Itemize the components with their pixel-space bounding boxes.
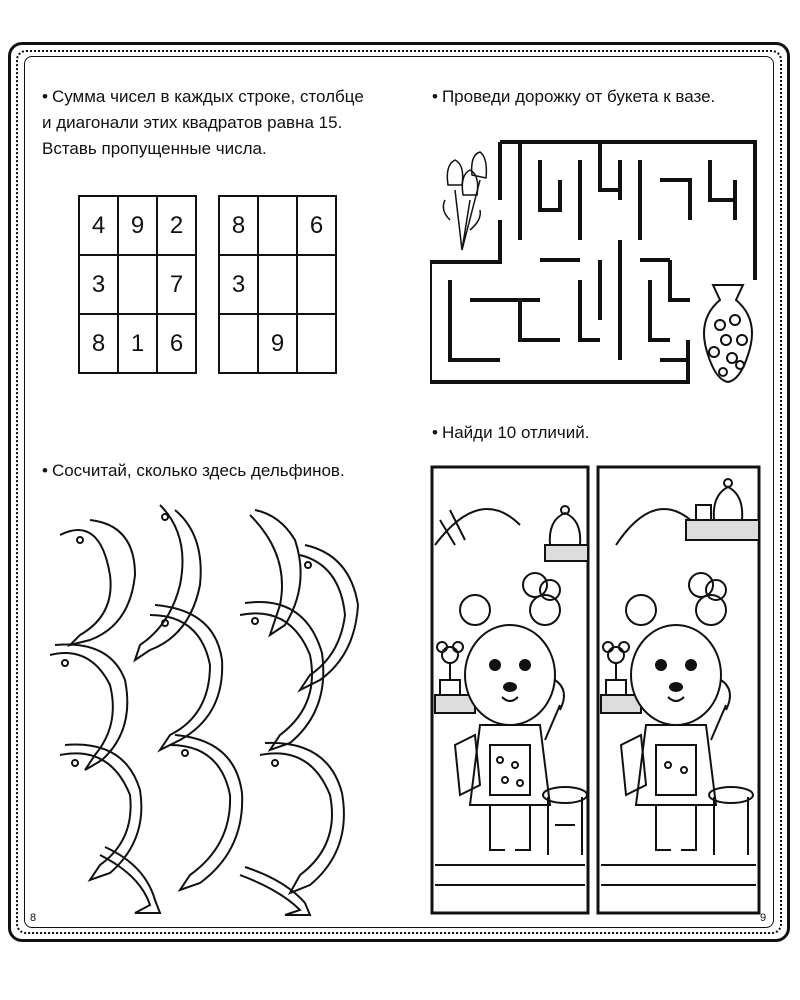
instruction-line-3: Вставь пропущенные числа. xyxy=(42,139,267,158)
cell[interactable]: 6 xyxy=(157,314,196,373)
cell[interactable] xyxy=(118,255,157,314)
magic-square-1 xyxy=(78,195,197,374)
cell[interactable] xyxy=(258,196,297,255)
differences-instructions xyxy=(432,420,762,446)
cell[interactable]: 3 xyxy=(79,255,118,314)
cell[interactable]: 9 xyxy=(258,314,297,373)
cell[interactable]: 8 xyxy=(79,314,118,373)
cell[interactable] xyxy=(219,314,258,373)
bullet: • xyxy=(42,87,48,106)
instruction-line-2: и диагонали этих квадратов равна 15. xyxy=(42,113,343,132)
dolphins-illustration[interactable] xyxy=(40,495,365,920)
page-number-left: 8 xyxy=(30,912,37,924)
maze-illustration[interactable] xyxy=(430,140,770,388)
dolphins-text: Сосчитай, сколько здесь дельфинов. xyxy=(51,461,345,480)
maze-instructions xyxy=(432,84,762,110)
differences-picture-left[interactable] xyxy=(430,465,590,915)
cell[interactable] xyxy=(297,314,336,373)
bullet: • xyxy=(432,87,438,106)
cell[interactable]: 8 xyxy=(219,196,258,255)
instruction-line-1: Сумма чисел в каждых строке, столбце xyxy=(51,87,364,106)
cell[interactable]: 7 xyxy=(157,255,196,314)
cell[interactable] xyxy=(297,255,336,314)
differences-text: Найди 10 отличий. xyxy=(441,423,590,442)
magic-square-2 xyxy=(218,195,337,374)
cell[interactable]: 4 xyxy=(79,196,118,255)
cell[interactable]: 1 xyxy=(118,314,157,373)
bullet: • xyxy=(432,423,438,442)
cell[interactable]: 6 xyxy=(297,196,336,255)
page-number-right: 9 xyxy=(760,912,767,924)
cell[interactable]: 9 xyxy=(118,196,157,255)
cell[interactable]: 3 xyxy=(219,255,258,314)
cell[interactable] xyxy=(258,255,297,314)
maze-text: Проведи дорожку от букета к вазе. xyxy=(441,87,716,106)
cell[interactable]: 2 xyxy=(157,196,196,255)
magic-squares-instructions xyxy=(42,84,382,162)
differences-picture-right[interactable] xyxy=(596,465,761,915)
bullet: • xyxy=(42,461,48,480)
dolphins-instructions xyxy=(42,458,382,484)
